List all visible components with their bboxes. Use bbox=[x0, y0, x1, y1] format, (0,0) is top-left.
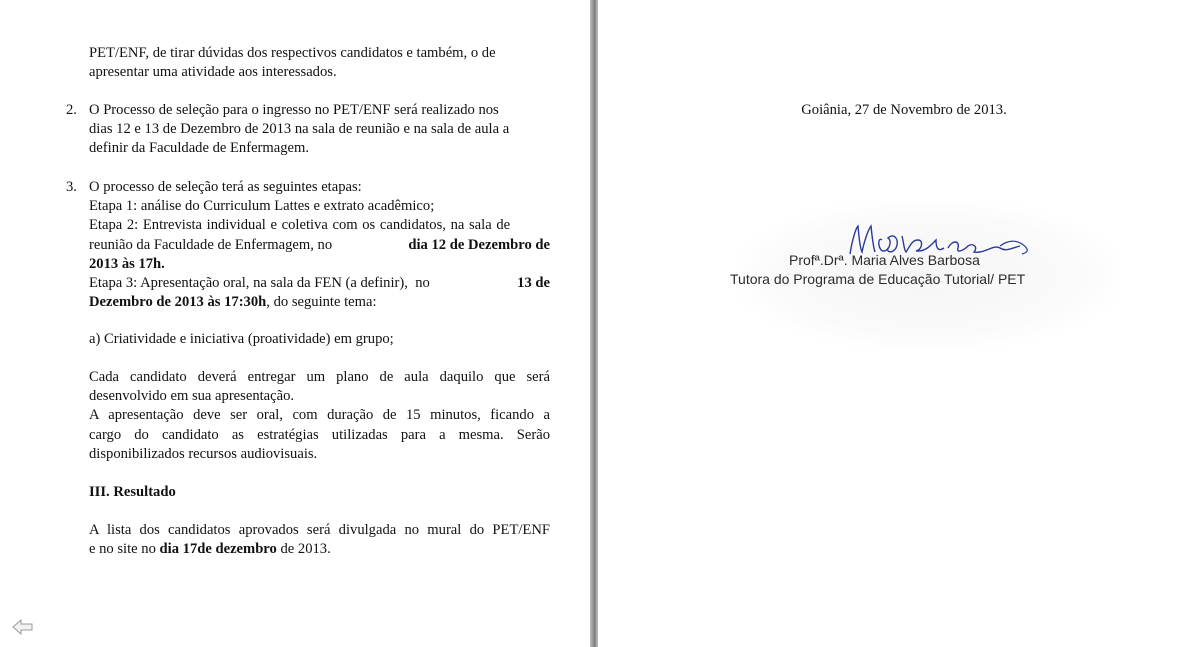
item-3-block bbox=[89, 178, 550, 312]
section-heading-resultado: III. Resultado bbox=[89, 484, 176, 500]
intro-paragraph bbox=[89, 44, 550, 82]
item-2-number: 2. bbox=[66, 102, 77, 118]
etapa-2-line-2 bbox=[89, 236, 550, 255]
plano-line-2: desenvolvido em sua apresentação. bbox=[89, 388, 295, 405]
etapa-3-text-1a: Etapa 3: Apresentação oral, na sala da FEN (a definir), no bbox=[89, 275, 434, 292]
date-line: Goiânia, 27 de Novembro de 2013. bbox=[801, 102, 1007, 118]
result-line-2 bbox=[89, 540, 550, 559]
signer-role: Tutora do Programa de Educação Tutorial/ PET bbox=[730, 271, 1026, 287]
page-divider bbox=[590, 0, 598, 647]
apres-line-2: cargo do candidato as estratégias utilizadas para a mesma. Serão bbox=[89, 426, 550, 443]
result-paragraph bbox=[89, 521, 550, 559]
etapa-3-date-b: Dezembro de 2013 às 17:30h bbox=[89, 294, 267, 311]
item-3-line-1: O processo de seleção terá as seguintes etapas: bbox=[89, 179, 362, 195]
etapa-2-text-1: Etapa 2: Entrevista individual e coletiva com os candidatos, na sala de bbox=[89, 217, 511, 234]
back-arrow-icon[interactable] bbox=[12, 618, 34, 636]
etapa-2-line-1 bbox=[89, 216, 550, 235]
result-date: dia 17de dezembro bbox=[159, 541, 277, 558]
apres-line-1: A apresentação deve ser oral, com duração de 15 minutos, ficando a bbox=[89, 407, 550, 424]
etapa-3-date-a: 13 de bbox=[517, 275, 550, 292]
etapa-3-text-2b: , do seguinte tema: bbox=[266, 294, 377, 311]
result-text-2a: e no site no bbox=[89, 541, 160, 558]
signer-name: Profª.Drª. Maria Alves Barbosa bbox=[789, 252, 980, 268]
etapa-2-text-2a: reunião da Faculdade de Enfermagem, no bbox=[89, 236, 336, 253]
item-3-number: 3. bbox=[66, 179, 77, 195]
tema-line: a) Criatividade e iniciativa (proatividade) em grupo; bbox=[89, 331, 394, 347]
etapa-2-date: dia 12 de Dezembro de bbox=[408, 236, 550, 253]
etapa-2-time: 2013 às 17h. bbox=[89, 255, 165, 272]
left-page bbox=[0, 0, 590, 647]
etapa-3-line-2 bbox=[89, 293, 550, 312]
intro-line-2: apresentar uma atividade aos interessados. bbox=[89, 64, 337, 81]
item-2-line-1: O Processo de seleção para o ingresso no PET/ENF será realizado nos bbox=[89, 102, 499, 118]
etapa-1: Etapa 1: análise do Curriculum Lattes e extrato acadêmico; bbox=[89, 198, 435, 215]
item-2-paragraph bbox=[89, 101, 550, 159]
right-page bbox=[598, 0, 1189, 647]
plano-line-1: Cada candidato deverá entregar um plano de aula daquilo que será bbox=[89, 369, 550, 385]
intro-line-1: PET/ENF, de tirar dúvidas dos respectivos candidatos e também, o de bbox=[89, 45, 496, 61]
plano-paragraph bbox=[89, 368, 550, 464]
etapa-3-line-1 bbox=[89, 274, 550, 293]
result-line-1: A lista dos candidatos aprovados será divulgada no mural do PET/ENF bbox=[89, 522, 550, 538]
item-2-line-3: definir da Faculdade de Enfermagem. bbox=[89, 140, 310, 157]
result-text-2c: de 2013. bbox=[276, 541, 331, 558]
item-2-line-2: dias 12 e 13 de Dezembro de 2013 na sala de reunião e na sala de aula a bbox=[89, 121, 510, 138]
apres-line-3: disponibilizados recursos audiovisuais. bbox=[89, 445, 318, 462]
